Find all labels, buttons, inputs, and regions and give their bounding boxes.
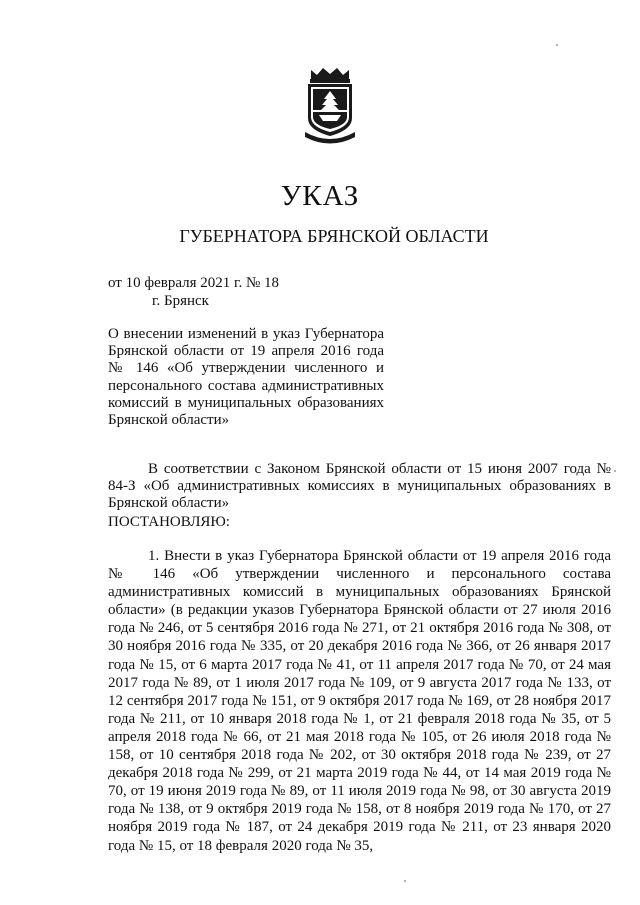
document-title: УКАЗ: [280, 180, 360, 212]
scan-speck: [404, 880, 406, 882]
bryansk-coat-of-arms-icon: [299, 66, 361, 146]
decree-word: ПОСТАНОВЛЯЮ:: [108, 514, 230, 530]
document-subject: О внесении изменений в указ Губернатора Брянской области от 19 апреля 2016 года № 146 «Об утверждении численного и персонального состава административных комиссий в муниципальных образованиях Брянской области»: [108, 326, 384, 429]
document-subtitle: ГУБЕРНАТОРА БРЯНСКОЙ ОБЛАСТИ: [179, 226, 489, 246]
document-date-number: от 10 февраля 2021 г. № 18: [108, 275, 280, 291]
scan-speck: [556, 44, 558, 46]
scan-speck: [614, 470, 616, 472]
document-preamble: В соответствии с Законом Брянской области от 15 июня 2007 года № 84-З «Об административных комиссиях в муниципальных образованиях в Брянской области»: [108, 461, 611, 512]
document-item-1: 1. Внести в указ Губернатора Брянской области от 19 апреля 2016 года № 146 «Об утверждении численного и персонального состава административных комиссий в муниципальных образованиях Брянской области» (в редакции указов Губернатора Брянской области от 27 июля 2016 года № 246, от 5 сентября 2016 года № 271, от 21 октября 2016 года № 308, от 30 ноября 2016 года № 335, от 20 декабря 2016 года № 366, от 26 января 2017 года № 15, от 6 марта 2017 года № 41, от 11 апреля 2017 года № 70, от 24 мая 2017 года № 89, от 1 июля 2017 года № 109, от 9 августа 2017 года № 133, от 12 сентября 2017 года № 151, от 9 октября 2017 года № 169, от 28 ноября 2017 года № 211, от 10 января 2018 года № 1, от 21 февраля 2018 года № 35, от 5 апреля 2018 года № 66, от 21 мая 2018 года № 105, от 26 июля 2018 года № 158, от 10 сентября 2018 года № 202, от 30 октября 2018 года № 239, от 27 декабря 2018 года № 299, от 21 марта 2019 года № 44, от 14 мая 2019 года № 70, от 19 июня 2019 года № 89, от 11 июля 2019 года № 98, от 30 августа 2019 года № 138, от 9 октября 2019 года № 158, от 8 ноября 2019 года № 170, от 27 ноября 2019 года № 187, от 24 декабря 2019 года № 211, от 23 января 2020 года № 15, от 18 февраля 2020 года № 35,: [108, 548, 611, 854]
document-city: г. Брянск: [152, 293, 209, 309]
